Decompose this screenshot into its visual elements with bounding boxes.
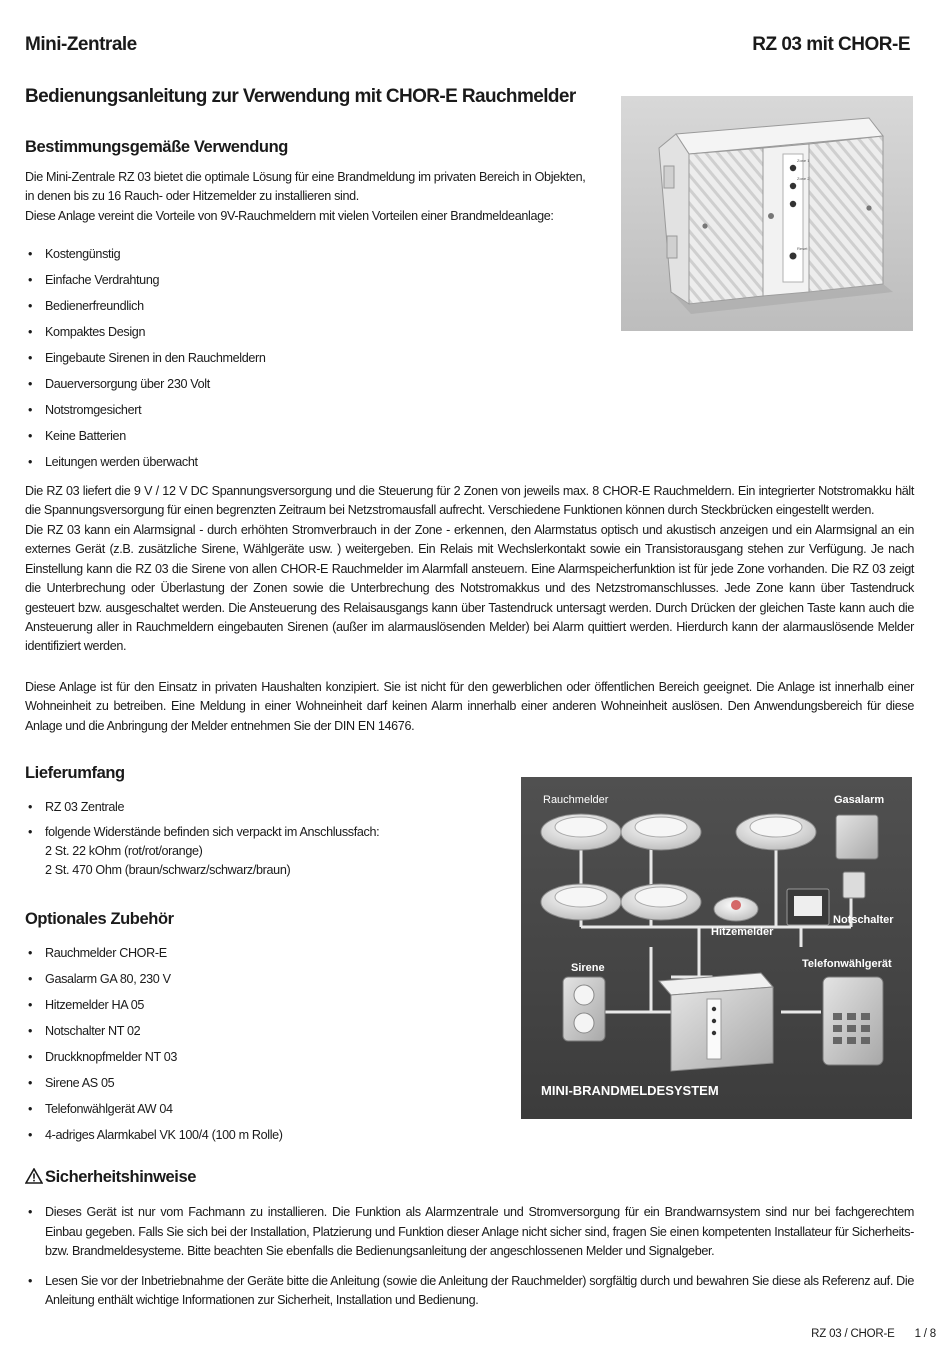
scope-item-line: 2 St. 22 kOhm (rot/rot/orange): [45, 844, 203, 858]
control-unit-illustration: [621, 96, 913, 331]
description-paragraph-1: Die RZ 03 liefert die 9 V / 12 V DC Spannungsversorgung und die Steuerung für 2 Zonen von jeweils max. 8 CHOR-E Rauchmeldern. Ein integrierter Notstromakku hält die Spannungsversorgung für einen begrenzten Zeitraum bei Netzstromausfall aufrecht. Verschiedene Funktionen können durch Steckbrücken eingestellt werden.: [25, 484, 914, 518]
scope-list: [25, 798, 505, 880]
list-item: • Einfache Verdrahtung: [25, 271, 585, 297]
description-paragraph-3: Diese Anlage ist für den Einsatz in privaten Haushalten konzipiert. Sie ist nicht für den gewerblichen oder öffentlichen Bereich geeignet. Die Anlage ist innerhalb einer Wohneinheit zu betreiben. Eine Meldung in einer Wohneinheit darf keinen Alarm innerhalb einer anderen Wohneinheit auslösen. Den Anwendungsbereich für diese Anlage und die Anbringung der Melder entnehmen Sie der DIN EN 14676.: [25, 680, 914, 733]
optional-heading: Optionales Zubehör: [25, 910, 174, 928]
document-title: Bedienungsanleitung zur Verwendung mit CHOR-E Rauchmelder: [25, 86, 576, 107]
scope-item-line: 2 St. 470 Ohm (braun/schwarz/schwarz/braun): [45, 863, 291, 877]
zone1-label: Zone 1: [797, 158, 810, 163]
usage-intro-line-2: in denen bis zu 16 Rauch- oder Hitzemelder zu installieren sind.: [25, 189, 359, 204]
safety-list: [25, 1203, 914, 1311]
safety-heading: [25, 1168, 196, 1187]
list-item: • Kostengünstig: [25, 245, 585, 271]
list-item: [25, 823, 505, 880]
label-rauchmelder: Rauchmelder: [543, 794, 609, 806]
list-item: • Dauerversorgung über 230 Volt: [25, 375, 585, 401]
list-item: • Kompaktes Design: [25, 323, 585, 349]
list-item: • Telefonwählgerät AW 04: [25, 1100, 505, 1126]
reset-label: Reset: [797, 246, 808, 251]
label-system: MINI-BRANDMELDESYSTEM: [541, 1083, 719, 1098]
list-item: • Druckknopfmelder NT 03: [25, 1048, 505, 1074]
list-item: • Keine Batterien: [25, 427, 585, 453]
list-item: • Gasalarm GA 80, 230 V: [25, 970, 505, 996]
label-gasalarm: Gasalarm: [834, 794, 885, 806]
usage-intro: [25, 168, 605, 226]
warning-icon: [25, 1168, 43, 1184]
list-item: • Eingebaute Sirenen in den Rauchmeldern: [25, 349, 585, 375]
usage-intro-line-3: Diese Anlage vereint die Vorteile von 9V-Rauchmeldern mit vielen Vorteilen einer Brandmeldeanlage:: [25, 208, 554, 223]
accessory-list: [25, 944, 505, 1152]
label-notschalter: Notschalter: [833, 914, 894, 926]
label-hitzemelder: Hitzemelder: [711, 926, 774, 938]
label-telefonwaehlgeraet: Telefonwählgerät: [802, 958, 892, 970]
list-item: • Bedienerfreundlich: [25, 297, 585, 323]
list-item: • Leitungen werden überwacht: [25, 453, 585, 479]
scope-heading: Lieferumfang: [25, 764, 125, 782]
list-item: • Notstromgesichert: [25, 401, 585, 427]
page-number: 1 / 8: [914, 1328, 936, 1340]
feature-list: [25, 245, 585, 479]
list-item: • Hitzemelder HA 05: [25, 996, 505, 1022]
header-product: Mini-Zentrale: [25, 34, 137, 55]
header-model: RZ 03 mit CHOR-E: [752, 34, 910, 55]
scope-item-line: • folgende Widerstände befinden sich verpackt im Anschlussfach:: [45, 825, 380, 839]
usage-heading: Bestimmungsgemäße Verwendung: [25, 138, 288, 156]
page-footer: [811, 1328, 936, 1340]
system-diagram-illustration: [521, 777, 912, 1119]
list-item: • Notschalter NT 02: [25, 1022, 505, 1048]
footer-doc: RZ 03 / CHOR-E: [811, 1328, 895, 1340]
list-item: • 4-adriges Alarmkabel VK 100/4 (100 m Rolle): [25, 1126, 505, 1152]
list-item: • Lesen Sie vor der Inbetriebnahme der Geräte bitte die Anleitung (sowie die Anleitung der Rauchmelder) sorgfältig durch und bewahren Sie diese als Referenz auf. Die Anleitung enthält wichtige Informationen zur Sicherheit, Installation und Bedienung.: [25, 1272, 914, 1311]
system-diagram: [521, 777, 912, 1119]
list-item: • Dieses Gerät ist nur vom Fachmann zu installieren. Die Funktion als Alarmzentrale und Stromversorgung für ein Brandwarnsystem sind nur bei fachgerechtem Einbau gegeben. Falls Sie sich bei der Installation, Platzierung und Funktion dieser Anlage nicht sicher sind, fragen Sie einen kompetenten Installateur für Sicherheits- bzw. Brandmeldesysteme. Bitte beachten Sie ebenfalls die Bedienungsanleitung der angeschlossenen Melder und Signalgeber.: [25, 1203, 914, 1262]
label-sirene: Sirene: [571, 962, 605, 974]
list-item: • Sirene AS 05: [25, 1074, 505, 1100]
page-header: [25, 34, 910, 60]
safety-heading-text: Sicherheitshinweise: [45, 1168, 197, 1186]
product-photo: [621, 96, 913, 331]
zone2-label: Zone 2: [797, 176, 810, 181]
description-paragraph-2: Die RZ 03 kann ein Alarmsignal - durch erhöhten Stromverbrauch in der Zone - erkennen, den Alarmstatus optisch und akustisch anzeigen und ein Alarmsignal an ein externes Gerät (z.B. zusätzliche Sirene, Wählgeräte usw. ) weitergeben. Ein Relais mit Wechslerkontakt sowie ein Transistorausgang stehen zur Verfügung. Je nach Einstellung kann die RZ 03 die Sirene von allen CHOR-E Rauchmelder im Alarmfall ansteuern. Eine Alarmspeicherfunktion ist für jede Zone vorhanden. Die RZ 03 zeigt die Unterbrechung oder Überlastung der Zonen sowie die Unterbrechung des Notstromakkus und des Netzstromanschlusses. Jede Zone kann über Tastendruck gesteuert bzw. ausgeschaltet werden. Die Ansteuerung des Relaisausgangs kann über Tastendruck untersagt werden. Durch Drücken der gleichen Taste kann auch die Ansteuerung aller in Rauchmeldern eingebauten Sirenen (außer im alarmauslösenden Melder) bei Alarm quittiert werden. Hierdurch kann der alarmauslösende Melder identifiziert werden.: [25, 523, 914, 654]
usage-intro-line-1: Die Mini-Zentrale RZ 03 bietet die optimale Lösung für eine Brandmeldung im privaten Bereich in Objekten,: [25, 170, 586, 184]
list-item: • RZ 03 Zentrale: [25, 798, 505, 817]
list-item: • Rauchmelder CHOR-E: [25, 944, 505, 970]
